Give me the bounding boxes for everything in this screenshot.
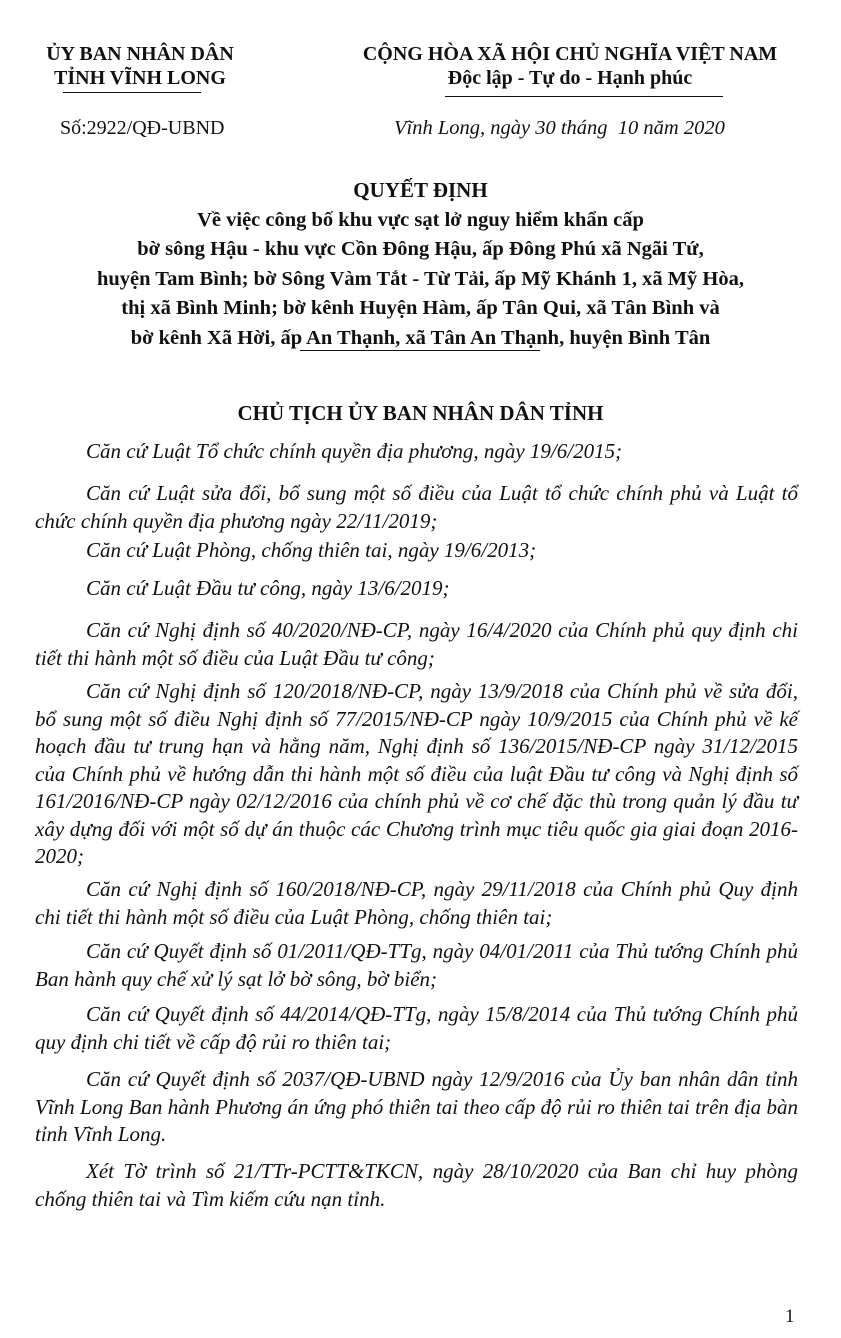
decision-heading: QUYẾT ĐỊNH	[353, 178, 488, 202]
title-underline	[300, 350, 540, 351]
decision-subject-line: bờ kênh Xã Hời, ấp An Thạnh, xã Tân An Thạnh, huyện Bình Tân	[130, 326, 711, 349]
legal-basis-item: Căn cứ Quyết định số 44/2014/QĐ-TTg, ngày 15/8/2014 của Thủ tướng Chính phủ quy định chi tiết về cấp độ rủi ro thiên tai;	[35, 1002, 798, 1054]
page-number: 1	[785, 1306, 795, 1327]
document-number: Số:2922/QĐ-UBND	[60, 117, 225, 139]
decision-subject-line: huyện Tam Bình; bờ Sông Vàm Tắt - Từ Tải, ấp Mỹ Khánh 1, xã Mỹ Hòa,	[97, 267, 744, 290]
legal-basis-item: Căn cứ Quyết định số 01/2011/QĐ-TTg, ngày 04/01/2011 của Thủ tướng Chính phủ Ban hành quy chế xử lý sạt lở bờ sông, bờ biển;	[35, 939, 798, 991]
legal-basis-item: Căn cứ Nghị định số 160/2018/NĐ-CP, ngày 29/11/2018 của Chính phủ Quy định chi tiết thi hành một số điều của Luật Phòng, chống thiên tai;	[35, 877, 798, 929]
legal-basis-item: Căn cứ Luật Phòng, chống thiên tai, ngày 19/6/2013;	[86, 538, 537, 562]
motto-underline	[445, 96, 723, 97]
legal-basis-item: Căn cứ Luật Tổ chức chính quyền địa phương, ngày 19/6/2015;	[86, 439, 623, 463]
decision-subject-line: bờ sông Hậu - khu vực Cồn Đông Hậu, ấp Đông Phú xã Ngãi Tứ,	[137, 238, 704, 260]
nation-motto: Độc lập - Tự do - Hạnh phúc	[447, 67, 693, 89]
legal-basis-item: Căn cứ Nghị định số 40/2020/NĐ-CP, ngày 16/4/2020 của Chính phủ quy định chi tiết thi hành một số điều của Luật Đầu tư công;	[35, 618, 798, 670]
agency-name-line2: TỈNH VĨNH LONG	[54, 67, 226, 89]
decision-title-block	[0, 176, 841, 353]
legal-basis-item: Căn cứ Luật sửa đổi, bổ sung một số điều của Luật tổ chức chính phủ và Luật tổ chức chính quyền địa phương ngày 22/11/2019;	[35, 481, 798, 533]
agency-underline	[63, 92, 201, 93]
legal-basis-item: Căn cứ Luật Đầu tư công, ngày 13/6/2019;	[86, 576, 450, 600]
nation-title: CỘNG HÒA XÃ HỘI CHỦ NGHĨA VIỆT NAM	[362, 43, 778, 65]
agency-name-line1: ỦY BAN NHÂN DÂN	[46, 43, 234, 65]
decision-subject-line: thị xã Bình Minh; bờ kênh Huyện Hàm, ấp Tân Qui, xã Tân Bình và	[121, 297, 720, 319]
decision-subject-line: Về việc công bố khu vực sạt lở nguy hiểm khẩn cấp	[197, 208, 644, 231]
place-and-date: Vĩnh Long, ngày 30 tháng 10 năm 2020	[394, 117, 725, 139]
legal-basis-item: Căn cứ Quyết định số 2037/QĐ-UBND ngày 12/9/2016 của Ủy ban nhân dân tỉnh Vĩnh Long Ban hành Phương án ứng phó thiên tai theo cấp độ rủi ro thiên tai trên địa bàn tỉnh Vĩnh Long.	[35, 1067, 798, 1146]
legal-basis-item: Xét Tờ trình số 21/TTr-PCTT&TKCN, ngày 28/10/2020 của Ban chỉ huy phòng chống thiên tai và Tìm kiếm cứu nạn tỉnh.	[35, 1159, 798, 1211]
legal-basis-item: Căn cứ Nghị định số 120/2018/NĐ-CP, ngày 13/9/2018 của Chính phủ về sửa đổi, bổ sung một số điều Nghị định số 77/2015/NĐ-CP ngày 10/9/2015 của Chính phủ về kế hoạch đầu tư trung hạn và hằng năm, Nghị định số 136/2015/NĐ-CP ngày 31/12/2015 của Chính phủ về hướng dẫn thi hành một số điều của luật Đầu tư công và Nghị định số 161/2016/NĐ-CP ngày 02/12/2016 của chính phủ về cơ chế đặc thù trong quản lý đầu tư xây dựng đối với một số dự án thuộc các Chương trình mục tiêu quốc gia giai đoạn 2016-2020;	[35, 679, 798, 868]
authority-heading: CHỦ TỊCH ỦY BAN NHÂN DÂN TỈNH	[237, 401, 604, 425]
